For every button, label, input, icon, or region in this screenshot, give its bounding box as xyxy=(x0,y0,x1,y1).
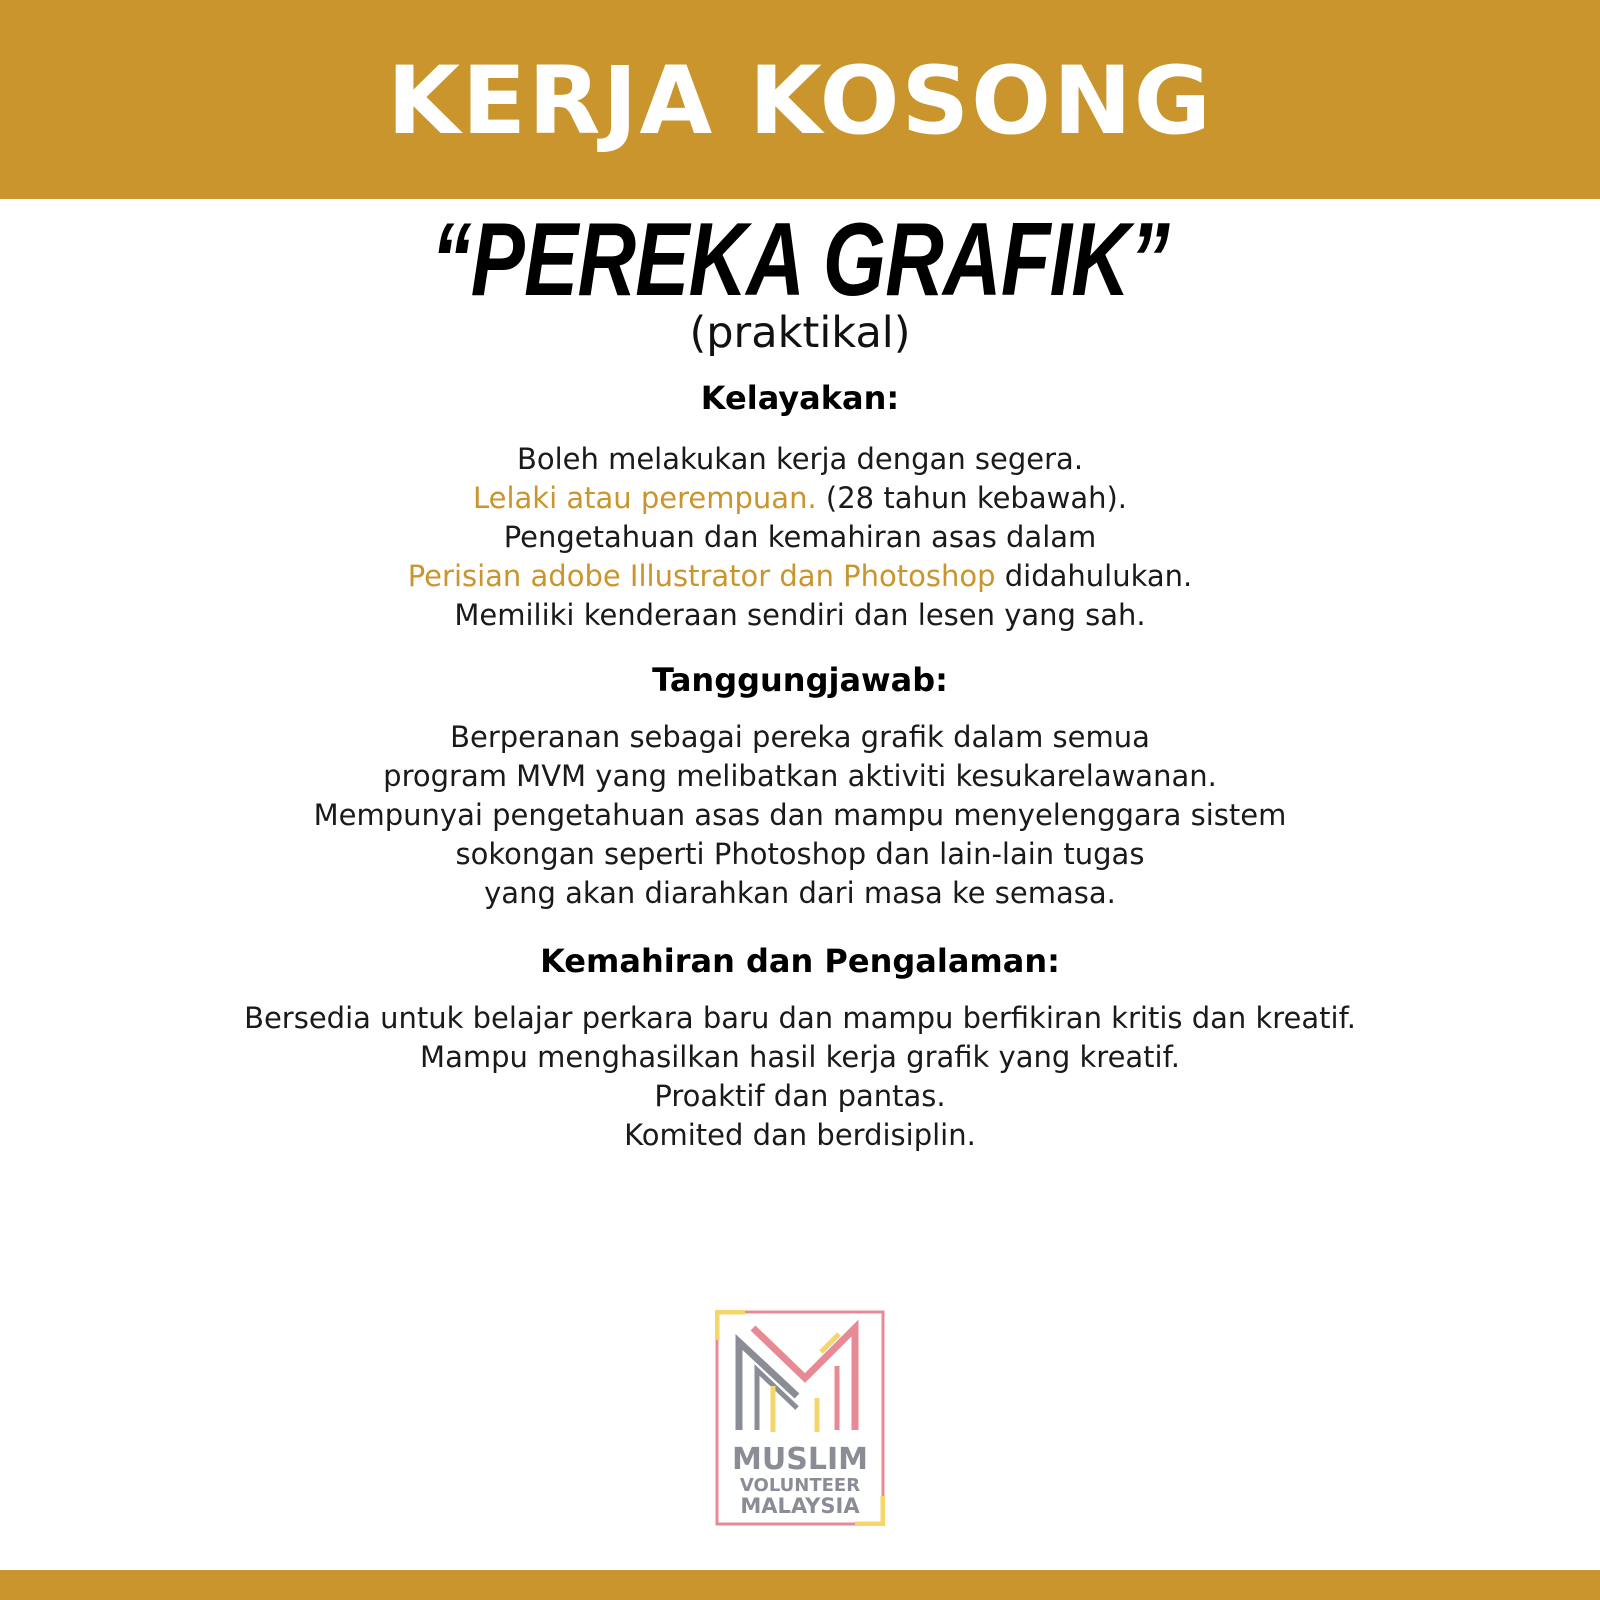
line-text: (28 tahun kebawah). xyxy=(816,481,1128,515)
section-tanggungjawab xyxy=(0,661,1600,913)
section-heading-tanggungjawab: Tanggungjawab: xyxy=(652,661,948,699)
list-item: program MVM yang melibatkan aktiviti kesukarelawanan. xyxy=(383,759,1217,793)
section-kemahiran xyxy=(0,942,1600,1155)
logo-m-stroke-gray xyxy=(739,1342,797,1430)
list-item: Berperanan sebagai pereka grafik dalam semua xyxy=(450,720,1150,754)
list-item: Komited dan berdisiplin. xyxy=(624,1118,976,1152)
kelayakan-list xyxy=(0,440,1600,635)
list-item: Proaktif dan pantas. xyxy=(654,1079,946,1113)
footer-bar xyxy=(0,1570,1600,1600)
section-heading-kemahiran: Kemahiran dan Pengalaman: xyxy=(540,942,1060,980)
list-item: Boleh melakukan kerja dengan segera. xyxy=(516,442,1084,476)
job-subtitle: (praktikal) xyxy=(689,308,911,358)
list-item: Pengetahuan dan kemahiran asas dalam xyxy=(503,520,1097,554)
highlight-text: Lelaki atau perempuan. xyxy=(472,481,817,515)
list-item: Memiliki kenderaan sendiri dan lesen yang sah. xyxy=(454,598,1146,632)
tanggungjawab-list xyxy=(0,718,1600,913)
logo-corner-accent xyxy=(717,1312,745,1340)
section-heading-kelayakan: Kelayakan: xyxy=(700,379,900,417)
banner-title: KERJA KOSONG xyxy=(387,46,1213,156)
list-item: Bersedia untuk belajar perkara baru dan mampu berfikiran kritis dan kreatif. xyxy=(244,1001,1356,1035)
list-item xyxy=(0,557,1600,596)
kemahiran-list xyxy=(0,999,1600,1155)
header-banner xyxy=(0,0,1600,199)
list-item xyxy=(0,479,1600,518)
list-item: yang akan diarahkan dari masa ke semasa. xyxy=(484,876,1116,910)
list-item: Mampu menghasilkan hasil kerja grafik yang kreatif. xyxy=(420,1040,1180,1074)
list-item: sokongan seperti Photoshop dan lain-lain tugas xyxy=(455,837,1145,871)
highlight-text: Perisian adobe Illustrator dan Photoshop xyxy=(407,559,996,593)
organization-logo xyxy=(715,1310,885,1526)
job-title: “PEREKA GRAFIK” xyxy=(431,202,1169,318)
line-text: didahulukan. xyxy=(995,559,1193,593)
logo-text-line: MALAYSIA xyxy=(740,1494,860,1518)
list-item: Mempunyai pengetahuan asas dan mampu menyelenggara sistem xyxy=(313,798,1287,832)
logo-text-line: VOLUNTEER xyxy=(739,1475,861,1496)
section-kelayakan xyxy=(0,379,1600,635)
logo-text-line: MUSLIM xyxy=(732,1442,868,1477)
